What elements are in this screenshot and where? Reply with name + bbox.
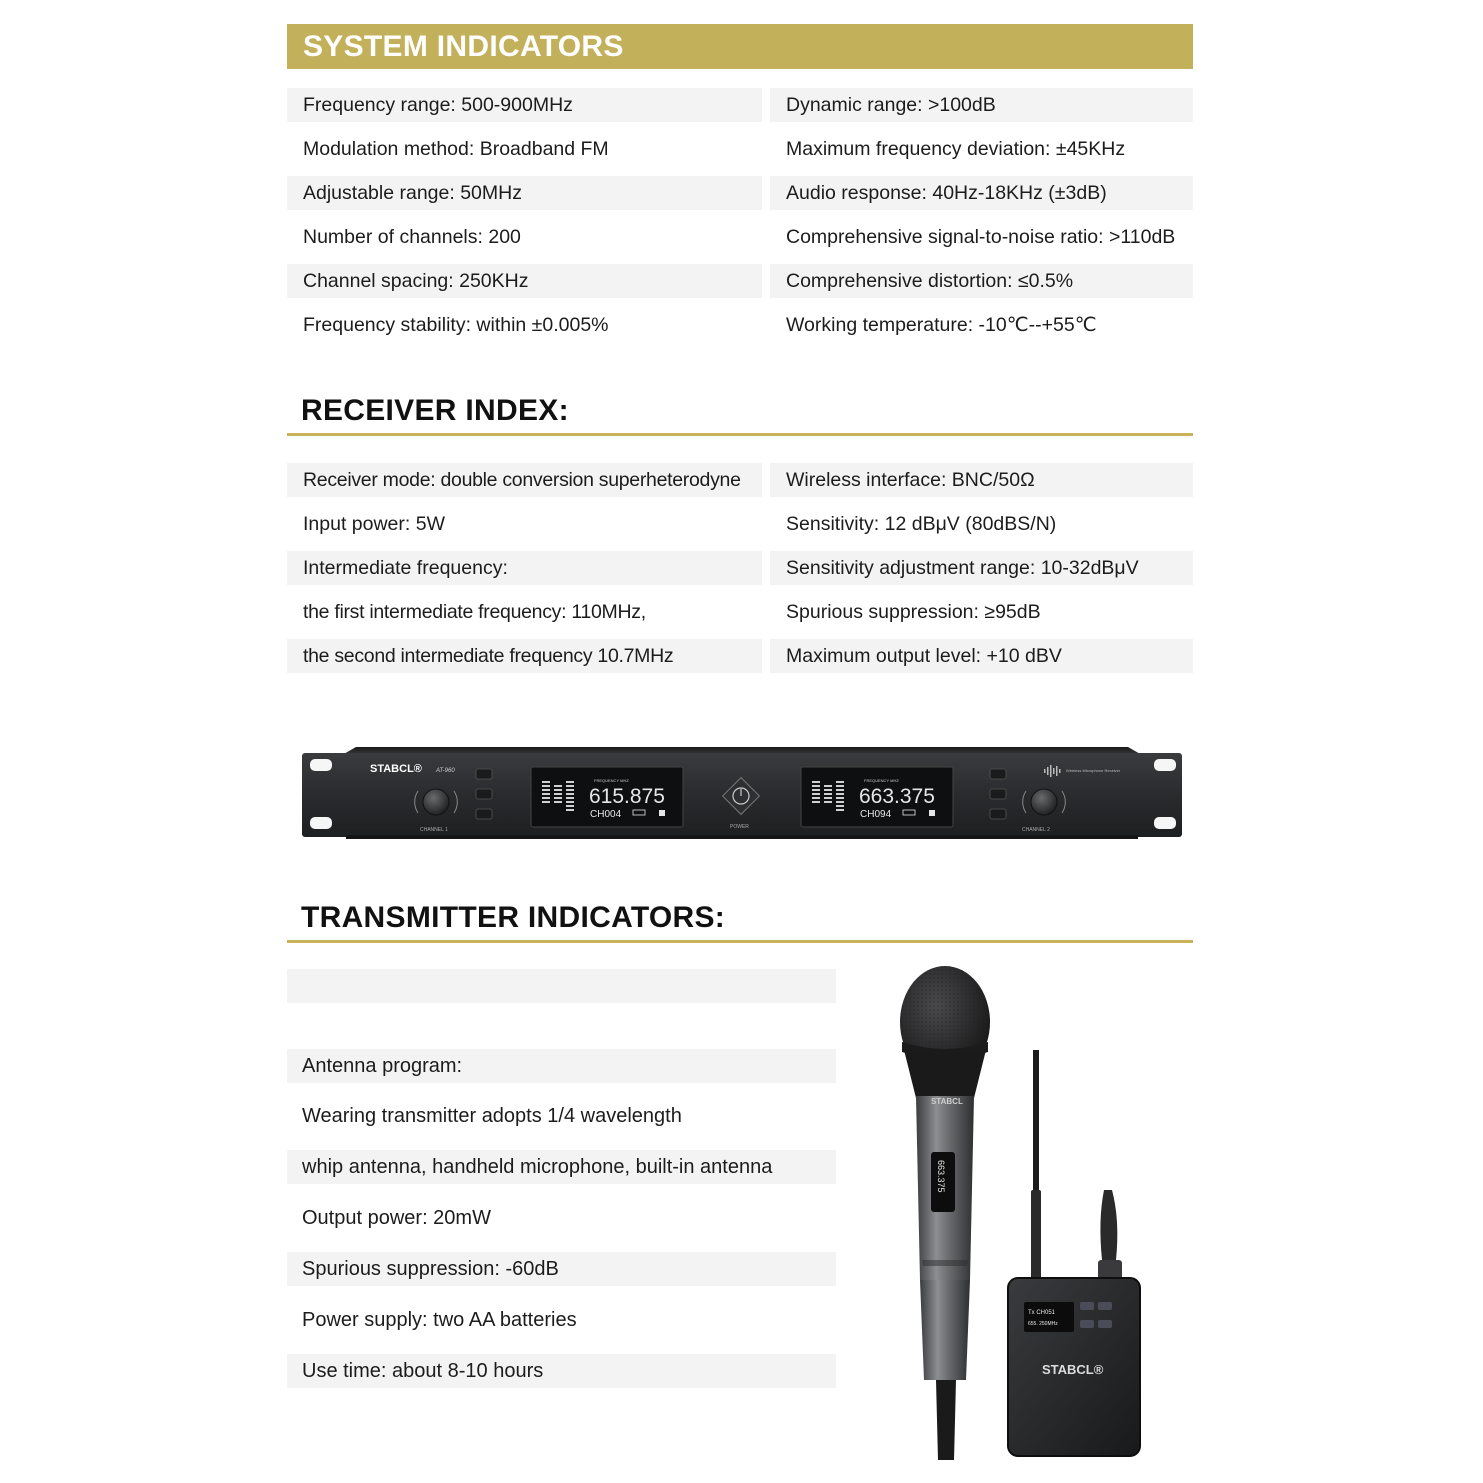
channel1-channel-number: CH004: [590, 809, 622, 820]
spec-wearing-transmitter: Wearing transmitter adopts 1/4 wavelength: [302, 1105, 682, 1127]
bodypack-transmitter: [1008, 1050, 1140, 1456]
receiver-product-label: Wireless Microphone Receiver: [1066, 768, 1121, 773]
channel1-button-up[interactable]: [476, 769, 492, 779]
bodypack-antenna: [1033, 1050, 1039, 1200]
spec-intermediate-frequency: Intermediate frequency:: [287, 551, 762, 585]
receiver-unit-image: [296, 735, 1188, 850]
spec-channel-spacing: Channel spacing: 250KHz: [287, 264, 762, 298]
spec-second-if: the second intermediate frequency 10.7MHz: [287, 639, 762, 673]
spec-number-of-channels: Number of channels: 200: [303, 226, 521, 248]
bodypack-display-line2: 655. 250MHz: [1028, 1321, 1058, 1327]
spec-frequency-range: Frequency range: 500-900MHz: [287, 88, 762, 122]
channel2-channel-number: CH094: [860, 809, 892, 820]
tx-row-blank: [287, 969, 836, 1003]
spec-sensitivity: Sensitivity: 12 dBμV (80dBS/N): [786, 513, 1057, 535]
spec-adjustable-range: Adjustable range: 50MHz: [287, 176, 762, 210]
bodypack-connector: [1100, 1190, 1117, 1260]
channel1-lock-icon: [659, 810, 665, 816]
transmitter-indicators-title: TRANSMITTER INDICATORS:: [301, 901, 726, 934]
channel1-frequency: 615.875: [589, 785, 665, 808]
spec-output-power: Output power: 20mW: [302, 1207, 491, 1229]
bodypack-brand: STABCL®: [1042, 1362, 1104, 1377]
spec-spurious-suppression-tx: Spurious suppression: -60dB: [287, 1252, 836, 1286]
spec-signal-to-noise: Comprehensive signal-to-noise ratio: >110dB: [786, 226, 1176, 248]
spec-modulation-method: Modulation method: Broadband FM: [303, 138, 609, 160]
channel1-label: CHANNEL 1: [420, 827, 448, 833]
spec-max-output-level: Maximum output level: +10 dBV: [770, 639, 1193, 673]
spec-input-power: Input power: 5W: [303, 513, 445, 535]
spec-use-time: Use time: about 8-10 hours: [287, 1354, 836, 1388]
handheld-microphone: [900, 966, 990, 1460]
spec-spurious-suppression-rx: Spurious suppression: ≥95dB: [786, 601, 1041, 623]
spec-wireless-interface: Wireless interface: BNC/50Ω: [770, 463, 1193, 497]
channel2-button-set[interactable]: [990, 789, 1006, 799]
mic-display-frequency: 663.375: [936, 1160, 946, 1193]
channel2-lock-icon: [929, 810, 935, 816]
bodypack-button-4[interactable]: [1098, 1320, 1112, 1328]
channel1-button-set[interactable]: [476, 789, 492, 799]
spec-frequency-stability: Frequency stability: within ±0.005%: [303, 314, 609, 336]
receiver-brand: STABCL®: [370, 763, 422, 775]
spec-antenna-program: Antenna program:: [287, 1049, 836, 1083]
spec-audio-response: Audio response: 40Hz-18KHz (±3dB): [770, 176, 1193, 210]
spec-sensitivity-adjustment: Sensitivity adjustment range: 10-32dBμV: [770, 551, 1193, 585]
channel2-frequency: 663.375: [859, 785, 935, 808]
receiver-index-rule: [287, 433, 1193, 436]
spec-dynamic-range: Dynamic range: >100dB: [770, 88, 1193, 122]
mic-brand: STABCL: [931, 1097, 963, 1106]
bodypack-display: [1024, 1302, 1074, 1332]
channel2-button-up[interactable]: [990, 769, 1006, 779]
bodypack-button-2[interactable]: [1098, 1302, 1112, 1310]
spec-first-if: the first intermediate frequency: 110MHz,: [303, 601, 646, 623]
bodypack-button-1[interactable]: [1080, 1302, 1094, 1310]
bodypack-button-3[interactable]: [1080, 1320, 1094, 1328]
channel2-volume-knob[interactable]: [1031, 789, 1057, 815]
channel2-button-down[interactable]: [990, 809, 1006, 819]
channel1-display-heading: FREQUENCY MHZ: [594, 778, 629, 783]
bodypack-display-line1: Tx CH051: [1028, 1310, 1056, 1316]
power-label: POWER: [730, 824, 749, 830]
system-indicators-title: SYSTEM INDICATORS: [303, 30, 624, 63]
receiver-index-title: RECEIVER INDEX:: [301, 394, 569, 427]
spec-working-temperature: Working temperature: -10℃--+55℃: [786, 314, 1097, 336]
spec-receiver-mode: Receiver mode: double conversion superheterodyne: [287, 463, 762, 497]
spec-distortion: Comprehensive distortion: ≤0.5%: [770, 264, 1193, 298]
system-indicators-banner: [287, 24, 1193, 69]
channel2-display-heading: FREQUENCY MHZ: [864, 778, 899, 783]
channel1-volume-knob[interactable]: [423, 789, 449, 815]
spec-power-supply: Power supply: two AA batteries: [302, 1309, 577, 1331]
channel2-label: CHANNEL 2: [1022, 827, 1050, 833]
receiver-model: AT-960: [436, 768, 455, 774]
spec-max-frequency-deviation: Maximum frequency deviation: ±45KHz: [786, 138, 1126, 160]
transmitter-product-image: [880, 960, 1170, 1470]
channel1-button-down[interactable]: [476, 809, 492, 819]
spec-whip-antenna: whip antenna, handheld microphone, built-in antenna: [287, 1150, 836, 1184]
transmitter-indicators-rule: [287, 940, 1193, 943]
